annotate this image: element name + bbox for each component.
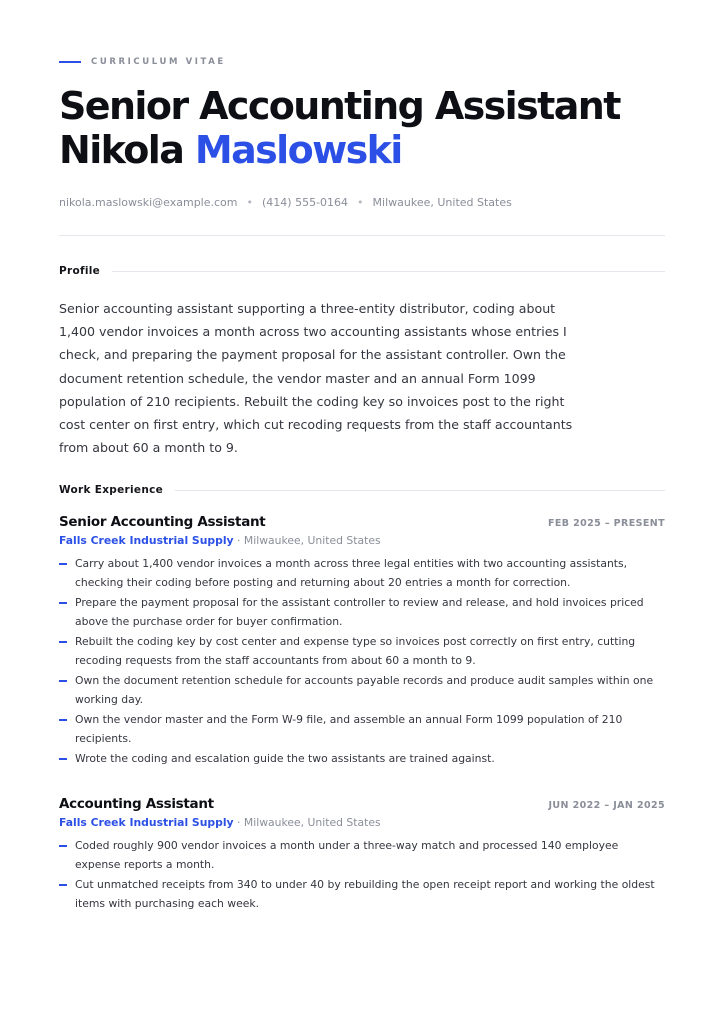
dash-icon <box>59 758 67 760</box>
dash-icon <box>59 680 67 682</box>
section-heading-profile <box>59 265 665 277</box>
job-company-line <box>59 534 665 547</box>
bullet-item <box>59 672 665 709</box>
bullet-item <box>59 876 665 913</box>
dash-icon <box>59 845 67 847</box>
bullet-text: Own the document retention schedule for accounts payable records and produce audit samples within one working day. <box>75 674 654 706</box>
company-name: Falls Creek Industrial Supply <box>59 816 234 829</box>
contact-location: Milwaukee, United States <box>372 196 512 209</box>
bullet-item <box>59 837 665 874</box>
dash-icon <box>59 884 67 886</box>
section-rule <box>112 271 665 272</box>
eyebrow <box>59 57 226 67</box>
title-main: Senior Accounting Assistant Nikola <box>59 84 620 172</box>
job-entry <box>59 796 665 915</box>
bullet-text: Own the vendor master and the Form W-9 file, and assemble an annual Form 1099 population of 210 recipients. <box>75 713 623 745</box>
page-title <box>59 84 679 172</box>
bullet-text: Carry about 1,400 vendor invoices a month across three legal entities with two accounting assistants, checking their coding before posting and returning about 20 entries a month for correction. <box>75 557 628 589</box>
section-label: Profile <box>59 265 101 277</box>
title-accent: Maslowski <box>194 128 402 172</box>
job-title: Senior Accounting Assistant <box>59 514 266 530</box>
eyebrow-accent-line <box>59 61 81 63</box>
job-bullets <box>59 555 665 769</box>
company-name: Falls Creek Industrial Supply <box>59 534 234 547</box>
bullet-text: Cut unmatched receipts from 340 to under 40 by rebuilding the open receipt report and working the oldest items with purchasing each week. <box>75 878 655 910</box>
bullet-item <box>59 633 665 670</box>
job-bullets <box>59 837 665 913</box>
job-dates: FEB 2025 – PRESENT <box>547 518 665 529</box>
dash-icon <box>59 641 67 643</box>
bullet-text: Prepare the payment proposal for the assistant controller to review and release, and hold invoices priced above the purchase order for buyer confirmation. <box>75 596 644 628</box>
contact-email[interactable]: nikola.maslowski@example.com <box>59 196 238 209</box>
dash-icon <box>59 563 67 565</box>
job-company-line <box>59 816 665 829</box>
eyebrow-text: CURRICULUM VITAE <box>91 57 226 67</box>
separator-dot: • <box>357 196 364 209</box>
header-divider <box>59 235 665 236</box>
job-dates: JUN 2022 – JAN 2025 <box>548 800 665 811</box>
profile-text: Senior accounting assistant supporting a three-entity distributor, coding about 1,400 vendor invoices a month across two accounting assistants whose entries I check, and preparing the payment proposal for the assistant controller. Own the document retention schedule, the vendor master and an annual Form 1099 population of 210 recipients. Rebuilt the coding key so invoices post to the right cost center on first entry, which cut recoding requests from the staff accountants from about 60 a month to 9. <box>59 301 573 456</box>
company-location: · Milwaukee, United States <box>233 534 381 547</box>
bullet-item <box>59 555 665 592</box>
bullet-text: Rebuilt the coding key by cost center and expense type so invoices post correctly on first entry, cutting recoding requests from the staff accountants from about 60 a month to 9. <box>75 635 636 667</box>
job-entry <box>59 514 665 771</box>
section-rule <box>175 490 665 491</box>
bullet-item <box>59 711 665 748</box>
job-title: Accounting Assistant <box>59 796 214 812</box>
bullet-item <box>59 750 665 769</box>
bullet-text: Wrote the coding and escalation guide the two assistants are trained against. <box>75 752 495 765</box>
contact-line <box>59 196 512 209</box>
dash-icon <box>59 719 67 721</box>
bullet-text: Coded roughly 900 vendor invoices a month under a three-way match and processed 140 employee expense reports a month. <box>75 839 619 871</box>
section-heading-experience <box>59 484 665 496</box>
section-label: Work Experience <box>59 484 164 496</box>
company-location: · Milwaukee, United States <box>233 816 381 829</box>
dash-icon <box>59 602 67 604</box>
separator-dot: • <box>246 196 253 209</box>
bullet-item <box>59 594 665 631</box>
contact-phone[interactable]: (414) 555-0164 <box>262 196 349 209</box>
